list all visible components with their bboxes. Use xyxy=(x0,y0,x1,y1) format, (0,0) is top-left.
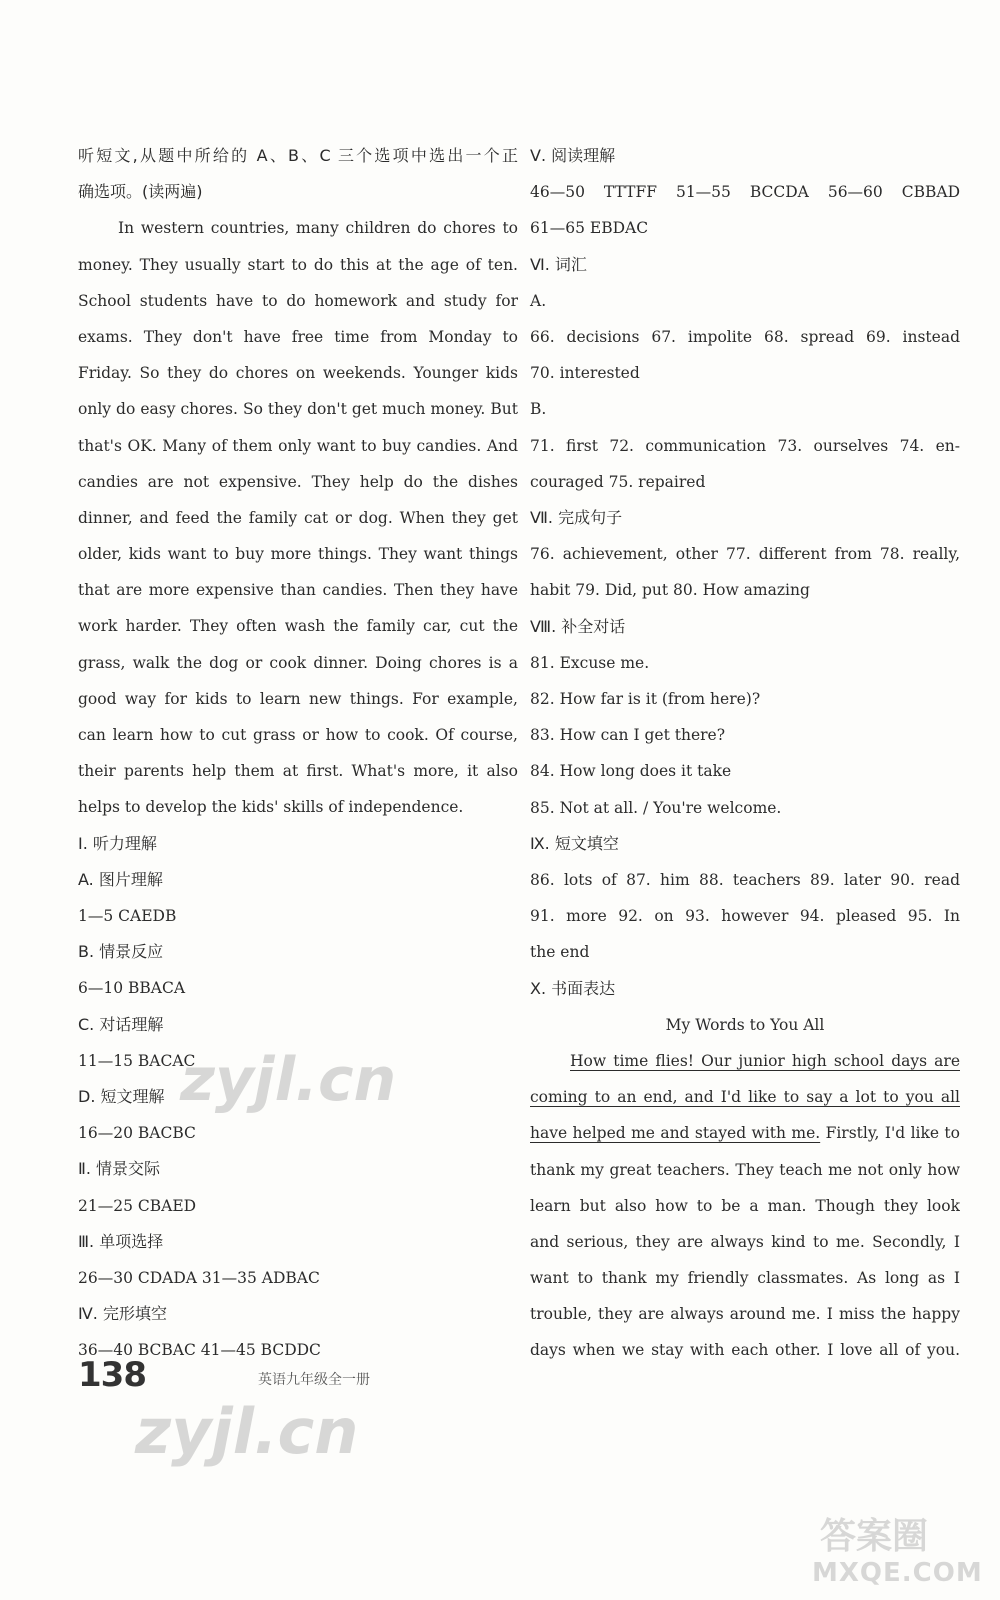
essay-line xyxy=(530,1043,960,1079)
answer-line: 61—65 EBDAC xyxy=(530,219,649,238)
answer-line: 6—10 BBACA xyxy=(78,979,186,998)
passage-instruction xyxy=(78,138,518,210)
section-heading: Ⅶ. 完成句子 xyxy=(530,507,623,527)
passage-line: dinner, and feed the family cat or dog. When they get xyxy=(78,508,518,527)
passage-line: money. They usually start to do this at the age of ten. xyxy=(78,255,518,274)
answer-line: A. xyxy=(530,291,547,310)
section-heading: Ⅵ. 词汇 xyxy=(530,254,587,274)
answer-line: habit 79. Did, put 80. How amazing xyxy=(530,581,810,600)
passage-line: older, kids want to buy more things. They want things xyxy=(78,545,518,564)
passage-line: that's OK. Many of them only want to buy candies. And xyxy=(78,436,518,455)
section-heading: Ⅸ. 短文填空 xyxy=(530,833,619,853)
answer-line: couraged 75. repaired xyxy=(530,472,706,491)
answer-line: 66. decisions 67. impolite 68. spread 69. instead xyxy=(530,328,960,346)
answer-line: B. xyxy=(530,400,547,419)
instruction-line: 确选项。(读两遍) xyxy=(78,182,203,202)
essay xyxy=(530,1007,960,1369)
answer-line: 46—50 TTTFF 51—55 BCCDA 56—60 CBBAD xyxy=(530,183,960,202)
watermark: zyjl.cn xyxy=(180,1045,397,1115)
answer-line: the end xyxy=(530,943,590,962)
essay-line xyxy=(530,1115,960,1151)
instruction-line: 听短文,从题中所给的 A、B、C 三个选项中选出一个正 xyxy=(78,146,518,165)
essay-line: and serious, they are always kind to me. Secondly, I xyxy=(530,1232,960,1251)
passage-line: In western countries, many children do chores to xyxy=(118,219,518,238)
answer-line: 21—25 CBAED xyxy=(78,1196,197,1215)
answer-line: 26—30 CDADA 31—35 ADBAC xyxy=(78,1269,320,1288)
passage-line: their parents help them at first. What's more, it also xyxy=(78,762,518,781)
passage-line: Friday. So they do chores on weekends. Younger kids xyxy=(78,364,518,383)
essay-line: learn but also how to be a man. Though they look xyxy=(530,1196,960,1215)
passage-line: School students have to do homework and study for xyxy=(78,291,518,310)
section-heading: B. 情景反应 xyxy=(78,942,164,962)
essay-line: thank my great teachers. They teach me not only how xyxy=(530,1160,960,1179)
page-footer xyxy=(78,1355,370,1395)
essay-underlined-text: coming to an end, and I'd like to say a lot to you all xyxy=(530,1088,960,1107)
watermark: 答案圈 xyxy=(820,1516,929,1557)
right-column xyxy=(530,138,960,1369)
answer-line: 71. first 72. communication 73. ourselves 74. en- xyxy=(530,436,960,455)
essay-line: trouble, they are always around me. I miss the happy xyxy=(530,1305,960,1324)
answer-line: 84. How long does it take xyxy=(530,762,732,781)
listening-passage xyxy=(78,210,518,825)
left-column xyxy=(78,138,518,1369)
answer-line: 36—40 BCBAC 41—45 BCDDC xyxy=(78,1341,321,1360)
section-heading: Ⅳ. 完形填空 xyxy=(78,1304,167,1324)
section-heading: Ⅰ. 听力理解 xyxy=(78,833,157,853)
answer-list-right xyxy=(530,138,960,1007)
passage-line: exams. They don't have free time from Monday to xyxy=(78,327,518,346)
passage-line: candies are not expensive. They help do the dishes xyxy=(78,472,518,491)
section-heading: D. 短文理解 xyxy=(78,1087,165,1107)
answer-line: 16—20 BACBC xyxy=(78,1124,196,1143)
answer-line: 11—15 BACAC xyxy=(78,1051,196,1070)
essay-line: want to thank my friendly classmates. As long as I xyxy=(530,1269,960,1288)
answer-line: 81. Excuse me. xyxy=(530,653,650,672)
answer-line: 83. How can I get there? xyxy=(530,726,726,745)
essay-line xyxy=(530,1079,960,1115)
answer-line: 76. achievement, other 77. different from 78. really, xyxy=(530,545,960,564)
passage-line: good way for kids to learn new things. For example, xyxy=(78,689,518,708)
answer-line: 91. more 92. on 93. however 94. pleased 95. In xyxy=(530,907,960,926)
watermark: zyjl.cn xyxy=(135,1395,359,1468)
passage-line: can learn how to cut grass or how to cook. Of course, xyxy=(78,726,518,745)
passage-line: work harder. They often wash the family car, cut the xyxy=(78,617,518,636)
answer-line: 70. interested xyxy=(530,364,640,383)
passage-line: helps to develop the kids' skills of independence. xyxy=(78,798,464,817)
essay-underlined-text: have helped me and stayed with me. xyxy=(530,1124,821,1143)
answer-line: 85. Not at all. / You're welcome. xyxy=(530,798,782,817)
passage-line: that are more expensive than candies. Then they have xyxy=(78,581,518,600)
section-heading: Ⅴ. 阅读理解 xyxy=(530,146,616,165)
passage-line: grass, walk the dog or cook dinner. Doing chores is a xyxy=(78,653,518,672)
essay-underlined-text: How time flies! Our junior high school days are xyxy=(570,1051,960,1070)
section-heading: Ⅹ. 书面表达 xyxy=(530,978,616,998)
essay-line: days when we stay with each other. I love all of you. xyxy=(530,1341,960,1360)
book-title: 英语九年级全一册 xyxy=(258,1372,370,1388)
section-heading: Ⅷ. 补全对话 xyxy=(530,616,626,636)
essay-text: Firstly, I'd like to xyxy=(820,1124,960,1143)
section-heading: Ⅱ. 情景交际 xyxy=(78,1159,161,1179)
answer-line: 82. How far is it (from here)? xyxy=(530,689,761,708)
section-heading: Ⅲ. 单项选择 xyxy=(78,1231,164,1251)
essay-title: My Words to You All xyxy=(665,1015,825,1034)
section-heading: C. 对话理解 xyxy=(78,1014,164,1034)
section-heading: A. 图片理解 xyxy=(78,869,163,889)
passage-line: only do easy chores. So they don't get much money. But xyxy=(78,400,518,419)
answer-line: 86. lots of 87. him 88. teachers 89. later 90. read xyxy=(530,871,960,889)
page-number: 138 xyxy=(78,1355,146,1395)
answer-line: 1—5 CAEDB xyxy=(78,907,177,925)
watermark: MXQE.COM xyxy=(812,1558,983,1588)
